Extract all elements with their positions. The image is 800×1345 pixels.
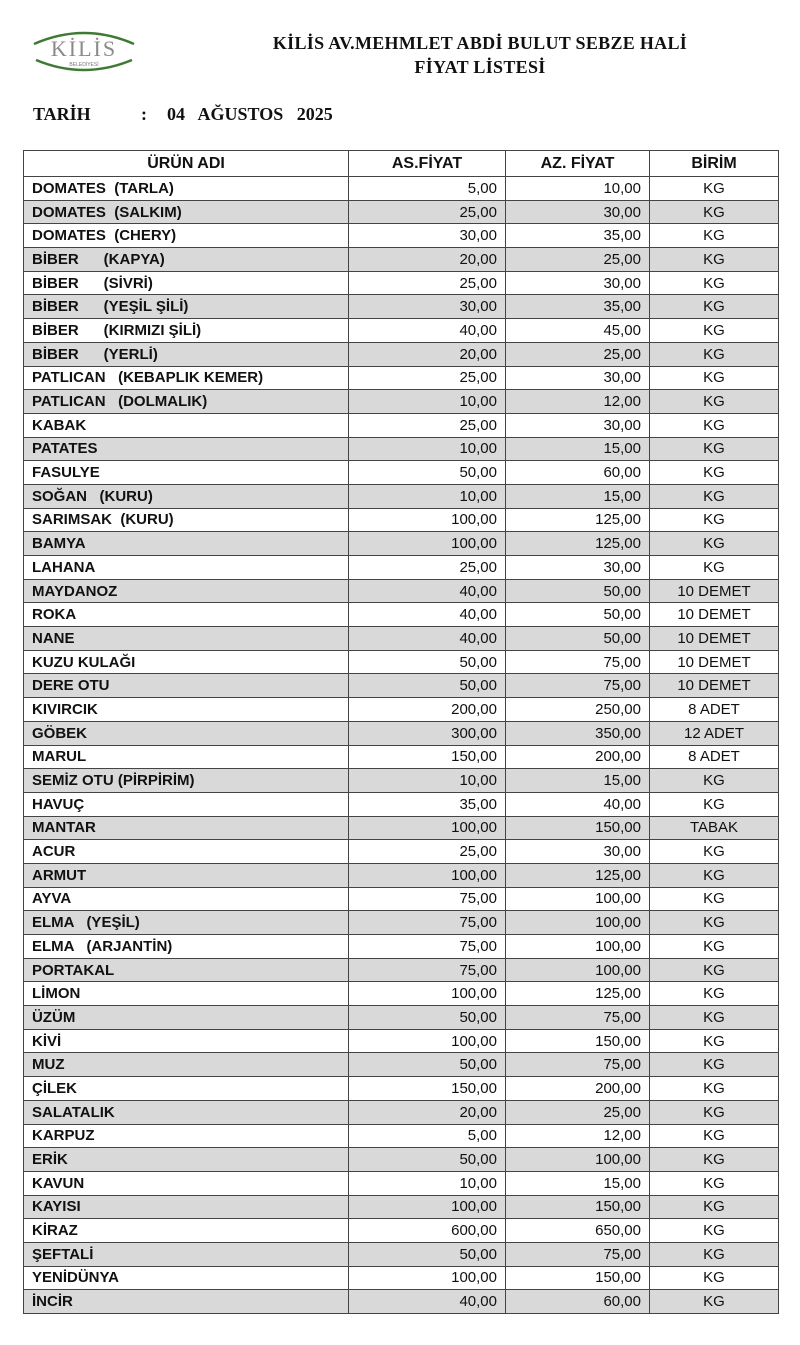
max-price-cell: 30,00 — [506, 413, 650, 437]
min-price-cell: 25,00 — [349, 840, 506, 864]
date-colon: : — [141, 104, 147, 124]
product-name-cell: HAVUÇ — [24, 792, 349, 816]
table-row — [24, 935, 779, 959]
table-row — [24, 200, 779, 224]
table-row — [24, 840, 779, 864]
unit-cell: KG — [650, 413, 779, 437]
product-name-cell: GÖBEK — [24, 721, 349, 745]
unit-cell: KG — [650, 532, 779, 556]
product-name-cell: İNCİR — [24, 1290, 349, 1314]
unit-cell: KG — [650, 1006, 779, 1030]
unit-cell: KG — [650, 958, 779, 982]
unit-cell: KG — [650, 200, 779, 224]
min-price-cell: 75,00 — [349, 911, 506, 935]
table-row — [24, 1219, 779, 1243]
min-price-cell: 50,00 — [349, 650, 506, 674]
min-price-cell: 100,00 — [349, 1195, 506, 1219]
min-price-cell: 40,00 — [349, 627, 506, 651]
min-price-cell: 200,00 — [349, 698, 506, 722]
min-price-cell: 30,00 — [349, 224, 506, 248]
max-price-cell: 125,00 — [506, 863, 650, 887]
min-price-cell: 50,00 — [349, 1148, 506, 1172]
min-price-cell: 50,00 — [349, 674, 506, 698]
product-name-cell: SEMİZ OTU (PİRPİRİM) — [24, 769, 349, 793]
product-name-cell: BİBER (YEŞİL ŞİLİ) — [24, 295, 349, 319]
table-row — [24, 1242, 779, 1266]
table-row — [24, 958, 779, 982]
max-price-cell: 50,00 — [506, 603, 650, 627]
table-row — [24, 1029, 779, 1053]
max-price-cell: 50,00 — [506, 627, 650, 651]
unit-cell: KG — [650, 1100, 779, 1124]
product-name-cell: KİRAZ — [24, 1219, 349, 1243]
table-row — [24, 650, 779, 674]
table-row — [24, 461, 779, 485]
table-row — [24, 224, 779, 248]
unit-cell: KG — [650, 840, 779, 864]
min-price-cell: 100,00 — [349, 508, 506, 532]
min-price-cell: 20,00 — [349, 1100, 506, 1124]
table-row — [24, 1100, 779, 1124]
table-row — [24, 1290, 779, 1314]
min-price-cell: 50,00 — [349, 1053, 506, 1077]
page-subtitle: FİYAT LİSTESİ — [414, 57, 546, 77]
table-row — [24, 437, 779, 461]
min-price-cell: 100,00 — [349, 863, 506, 887]
table-row — [24, 413, 779, 437]
unit-cell: KG — [650, 508, 779, 532]
min-price-cell: 40,00 — [349, 579, 506, 603]
max-price-cell: 350,00 — [506, 721, 650, 745]
unit-cell: KG — [650, 769, 779, 793]
product-name-cell: KAYISI — [24, 1195, 349, 1219]
unit-cell: TABAK — [650, 816, 779, 840]
product-name-cell: BAMYA — [24, 532, 349, 556]
table-row — [24, 579, 779, 603]
min-price-cell: 50,00 — [349, 461, 506, 485]
table-row — [24, 721, 779, 745]
max-price-cell: 150,00 — [506, 1029, 650, 1053]
max-price-cell: 12,00 — [506, 1124, 650, 1148]
table-row — [24, 627, 779, 651]
unit-cell: KG — [650, 863, 779, 887]
table-row — [24, 982, 779, 1006]
max-price-cell: 35,00 — [506, 295, 650, 319]
max-price-cell: 15,00 — [506, 437, 650, 461]
max-price-cell: 150,00 — [506, 1195, 650, 1219]
table-row — [24, 248, 779, 272]
table-row — [24, 603, 779, 627]
min-price-cell: 20,00 — [349, 248, 506, 272]
product-name-cell: MARUL — [24, 745, 349, 769]
product-name-cell: PATLICAN (DOLMALIK) — [24, 390, 349, 414]
product-name-cell: ÇİLEK — [24, 1077, 349, 1101]
product-name-cell: SARIMSAK (KURU) — [24, 508, 349, 532]
product-name-cell: KABAK — [24, 413, 349, 437]
unit-cell: 8 ADET — [650, 698, 779, 722]
table-row — [24, 1266, 779, 1290]
min-price-cell: 30,00 — [349, 295, 506, 319]
product-name-cell: DOMATES (CHERY) — [24, 224, 349, 248]
max-price-cell: 15,00 — [506, 484, 650, 508]
unit-cell: 10 DEMET — [650, 674, 779, 698]
price-table — [23, 150, 779, 1314]
min-price-cell: 100,00 — [349, 1266, 506, 1290]
unit-cell: KG — [650, 484, 779, 508]
table-row — [24, 816, 779, 840]
max-price-cell: 25,00 — [506, 248, 650, 272]
max-price-cell: 75,00 — [506, 674, 650, 698]
max-price-cell: 25,00 — [506, 1100, 650, 1124]
unit-cell: 10 DEMET — [650, 627, 779, 651]
product-name-cell: DOMATES (TARLA) — [24, 177, 349, 201]
min-price-cell: 300,00 — [349, 721, 506, 745]
unit-cell: KG — [650, 366, 779, 390]
table-row — [24, 1171, 779, 1195]
table-row — [24, 769, 779, 793]
table-row — [24, 484, 779, 508]
product-name-cell: BİBER (KAPYA) — [24, 248, 349, 272]
max-price-cell: 100,00 — [506, 911, 650, 935]
unit-cell: KG — [650, 461, 779, 485]
product-name-cell: ELMA (ARJANTİN) — [24, 935, 349, 959]
unit-cell: KG — [650, 390, 779, 414]
min-price-cell: 50,00 — [349, 1006, 506, 1030]
unit-cell: KG — [650, 319, 779, 343]
min-price-cell: 75,00 — [349, 887, 506, 911]
unit-cell: KG — [650, 792, 779, 816]
unit-cell: KG — [650, 1195, 779, 1219]
max-price-cell: 50,00 — [506, 579, 650, 603]
product-name-cell: PATLICAN (KEBAPLIK KEMER) — [24, 366, 349, 390]
product-name-cell: KİVİ — [24, 1029, 349, 1053]
product-name-cell: ŞEFTALİ — [24, 1242, 349, 1266]
min-price-cell: 10,00 — [349, 484, 506, 508]
max-price-cell: 25,00 — [506, 342, 650, 366]
min-price-cell: 10,00 — [349, 1171, 506, 1195]
max-price-cell: 12,00 — [506, 390, 650, 414]
max-price-cell: 100,00 — [506, 958, 650, 982]
product-name-cell: YENİDÜNYA — [24, 1266, 349, 1290]
min-price-cell: 25,00 — [349, 366, 506, 390]
unit-cell: KG — [650, 556, 779, 580]
product-name-cell: BİBER (SİVRİ) — [24, 271, 349, 295]
max-price-cell: 150,00 — [506, 816, 650, 840]
min-price-cell: 25,00 — [349, 271, 506, 295]
table-row — [24, 911, 779, 935]
table-row — [24, 508, 779, 532]
product-name-cell: FASULYE — [24, 461, 349, 485]
date-label: TARİH — [33, 104, 91, 124]
min-price-cell: 10,00 — [349, 437, 506, 461]
product-name-cell: BİBER (KIRMIZI ŞİLİ) — [24, 319, 349, 343]
unit-cell: 10 DEMET — [650, 650, 779, 674]
table-row — [24, 1124, 779, 1148]
max-price-cell: 30,00 — [506, 200, 650, 224]
column-header-unit: BİRİM — [650, 151, 779, 177]
max-price-cell: 30,00 — [506, 556, 650, 580]
unit-cell: KG — [650, 295, 779, 319]
product-name-cell: MANTAR — [24, 816, 349, 840]
max-price-cell: 200,00 — [506, 745, 650, 769]
max-price-cell: 10,00 — [506, 177, 650, 201]
max-price-cell: 75,00 — [506, 1053, 650, 1077]
table-row — [24, 887, 779, 911]
table-row — [24, 342, 779, 366]
min-price-cell: 25,00 — [349, 200, 506, 224]
unit-cell: KG — [650, 1124, 779, 1148]
product-name-cell: MAYDANOZ — [24, 579, 349, 603]
table-row — [24, 556, 779, 580]
table-row — [24, 1195, 779, 1219]
unit-cell: KG — [650, 935, 779, 959]
page-title: KİLİS AV.MEHMLET ABDİ BULUT SEBZE HALİ — [272, 33, 688, 53]
table-row — [24, 1148, 779, 1172]
unit-cell: KG — [650, 1171, 779, 1195]
table-row — [24, 177, 779, 201]
table-row — [24, 1077, 779, 1101]
unit-cell: KG — [650, 224, 779, 248]
table-row — [24, 698, 779, 722]
product-name-cell: KUZU KULAĞI — [24, 650, 349, 674]
table-row — [24, 1006, 779, 1030]
min-price-cell: 600,00 — [349, 1219, 506, 1243]
product-name-cell: DOMATES (SALKIM) — [24, 200, 349, 224]
max-price-cell: 125,00 — [506, 982, 650, 1006]
table-row — [24, 390, 779, 414]
max-price-cell: 100,00 — [506, 1148, 650, 1172]
product-name-cell: ARMUT — [24, 863, 349, 887]
product-name-cell: AYVA — [24, 887, 349, 911]
table-row — [24, 532, 779, 556]
min-price-cell: 40,00 — [349, 319, 506, 343]
logo-text: KİLİS — [50, 36, 118, 61]
table-row — [24, 1053, 779, 1077]
column-header-min-price: AS.FİYAT — [349, 151, 506, 177]
table-row — [24, 271, 779, 295]
unit-cell: KG — [650, 911, 779, 935]
min-price-cell: 40,00 — [349, 603, 506, 627]
max-price-cell: 100,00 — [506, 935, 650, 959]
max-price-cell: 15,00 — [506, 1171, 650, 1195]
product-name-cell: DERE OTU — [24, 674, 349, 698]
product-name-cell: KARPUZ — [24, 1124, 349, 1148]
product-name-cell: LİMON — [24, 982, 349, 1006]
max-price-cell: 75,00 — [506, 650, 650, 674]
product-name-cell: ROKA — [24, 603, 349, 627]
min-price-cell: 50,00 — [349, 1242, 506, 1266]
min-price-cell: 35,00 — [349, 792, 506, 816]
unit-cell: KG — [650, 1029, 779, 1053]
product-name-cell: SALATALIK — [24, 1100, 349, 1124]
min-price-cell: 150,00 — [349, 745, 506, 769]
unit-cell: 10 DEMET — [650, 579, 779, 603]
unit-cell: KG — [650, 271, 779, 295]
product-name-cell: KAVUN — [24, 1171, 349, 1195]
max-price-cell: 200,00 — [506, 1077, 650, 1101]
unit-cell: KG — [650, 887, 779, 911]
product-name-cell: ELMA (YEŞİL) — [24, 911, 349, 935]
product-name-cell: ÜZÜM — [24, 1006, 349, 1030]
logo-subtext: BELEDİYESİ — [69, 62, 99, 68]
product-name-cell: NANE — [24, 627, 349, 651]
min-price-cell: 10,00 — [349, 390, 506, 414]
column-header-max-price: AZ. FİYAT — [506, 151, 650, 177]
table-row — [24, 745, 779, 769]
product-name-cell: ERİK — [24, 1148, 349, 1172]
unit-cell: KG — [650, 1077, 779, 1101]
max-price-cell: 250,00 — [506, 698, 650, 722]
max-price-cell: 40,00 — [506, 792, 650, 816]
unit-cell: KG — [650, 1266, 779, 1290]
unit-cell: KG — [650, 1219, 779, 1243]
min-price-cell: 25,00 — [349, 556, 506, 580]
max-price-cell: 15,00 — [506, 769, 650, 793]
min-price-cell: 75,00 — [349, 958, 506, 982]
max-price-cell: 150,00 — [506, 1266, 650, 1290]
min-price-cell: 100,00 — [349, 532, 506, 556]
min-price-cell: 100,00 — [349, 816, 506, 840]
table-row — [24, 319, 779, 343]
max-price-cell: 100,00 — [506, 887, 650, 911]
product-name-cell: MUZ — [24, 1053, 349, 1077]
unit-cell: KG — [650, 1242, 779, 1266]
table-row — [24, 674, 779, 698]
unit-cell: KG — [650, 1148, 779, 1172]
max-price-cell: 75,00 — [506, 1006, 650, 1030]
column-header-product: ÜRÜN ADI — [24, 151, 349, 177]
max-price-cell: 60,00 — [506, 1290, 650, 1314]
date-row — [33, 104, 333, 125]
max-price-cell: 125,00 — [506, 508, 650, 532]
max-price-cell: 30,00 — [506, 840, 650, 864]
table-row — [24, 366, 779, 390]
table-row — [24, 863, 779, 887]
min-price-cell: 25,00 — [349, 413, 506, 437]
unit-cell: 10 DEMET — [650, 603, 779, 627]
max-price-cell: 30,00 — [506, 366, 650, 390]
unit-cell: KG — [650, 1053, 779, 1077]
unit-cell: KG — [650, 982, 779, 1006]
product-name-cell: ACUR — [24, 840, 349, 864]
min-price-cell: 5,00 — [349, 177, 506, 201]
max-price-cell: 60,00 — [506, 461, 650, 485]
max-price-cell: 30,00 — [506, 271, 650, 295]
max-price-cell: 45,00 — [506, 319, 650, 343]
table-row — [24, 295, 779, 319]
min-price-cell: 75,00 — [349, 935, 506, 959]
date-value: 04 AĞUSTOS 2025 — [167, 104, 333, 124]
product-name-cell: KIVIRCIK — [24, 698, 349, 722]
min-price-cell: 10,00 — [349, 769, 506, 793]
min-price-cell: 100,00 — [349, 982, 506, 1006]
max-price-cell: 650,00 — [506, 1219, 650, 1243]
unit-cell: KG — [650, 248, 779, 272]
min-price-cell: 150,00 — [349, 1077, 506, 1101]
unit-cell: KG — [650, 177, 779, 201]
min-price-cell: 5,00 — [349, 1124, 506, 1148]
product-name-cell: LAHANA — [24, 556, 349, 580]
product-name-cell: BİBER (YERLİ) — [24, 342, 349, 366]
table-header-row — [24, 151, 779, 177]
unit-cell: KG — [650, 342, 779, 366]
product-name-cell: PATATES — [24, 437, 349, 461]
min-price-cell: 20,00 — [349, 342, 506, 366]
unit-cell: KG — [650, 437, 779, 461]
kilis-municipality-logo — [28, 22, 140, 76]
max-price-cell: 35,00 — [506, 224, 650, 248]
unit-cell: KG — [650, 1290, 779, 1314]
product-name-cell: SOĞAN (KURU) — [24, 484, 349, 508]
unit-cell: 8 ADET — [650, 745, 779, 769]
table-row — [24, 792, 779, 816]
max-price-cell: 125,00 — [506, 532, 650, 556]
min-price-cell: 40,00 — [349, 1290, 506, 1314]
max-price-cell: 75,00 — [506, 1242, 650, 1266]
unit-cell: 12 ADET — [650, 721, 779, 745]
product-name-cell: PORTAKAL — [24, 958, 349, 982]
min-price-cell: 100,00 — [349, 1029, 506, 1053]
